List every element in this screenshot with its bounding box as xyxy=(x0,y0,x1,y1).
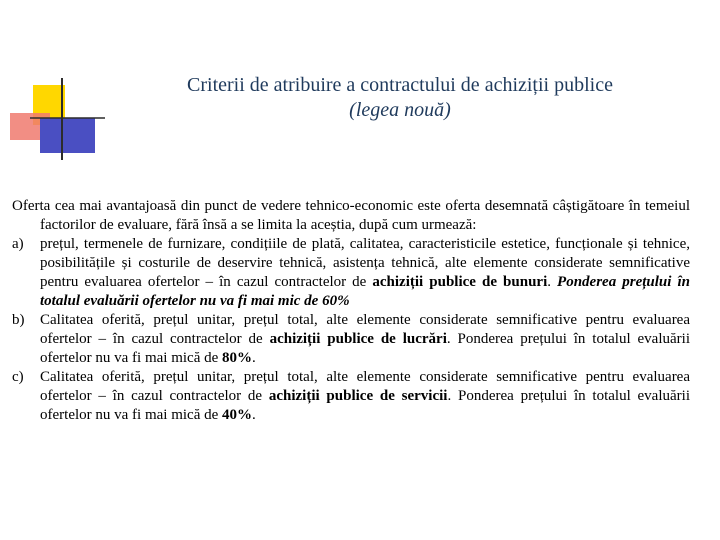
item-text: . xyxy=(252,407,256,423)
list-item xyxy=(12,311,690,368)
decorative-logo-icon xyxy=(0,0,110,170)
item-text: prețul, termenele de furnizare, condițiile de plată, calitatea, caracteristicile estetice, funcționale și tehnice, posibilitățile și costurile de deservire tehnică, asistența tehnică, alte elemente considerate semnificative pentru evaluarea ofertelor – în cazul contractelor de xyxy=(40,236,690,290)
intro-paragraph: Oferta cea mai avantajoasă din punct de vedere tehnico-economic este oferta desemnată câștigătoare în temeiul factorilor de evaluare, fără însă a se limita la aceștia, după cum urmează: xyxy=(12,198,690,233)
item-text: . Ponderea prețului în totalul evaluării ofertelor nu va fi mai mică de xyxy=(40,331,690,366)
item-percentage: 80% xyxy=(222,350,253,366)
item-text: Calitatea oferită, prețul unitar, prețul total, alte elemente considerate semnificative pentru evaluarea ofertelor – în cazul contractelor de xyxy=(40,312,690,347)
item-label: c) xyxy=(12,369,24,385)
title-line-1: Criterii de atribuire a contractului de achiziții publice xyxy=(187,74,613,96)
title-line-2: (legea nouă) xyxy=(349,99,451,121)
item-emphasis: Ponderea prețului în totalul evaluării ofertelor nu va fi mai mic de 60% xyxy=(40,274,690,309)
document-body xyxy=(12,197,690,425)
item-percentage: 40% xyxy=(222,407,253,423)
item-bold: achiziții publice de servicii xyxy=(268,388,448,404)
list-item xyxy=(12,368,690,425)
item-text: . xyxy=(547,274,558,290)
list-item xyxy=(12,235,690,311)
item-label: a) xyxy=(12,236,24,252)
item-bold: achiziții publice de bunuri xyxy=(372,274,548,290)
item-label: b) xyxy=(12,312,25,328)
page-title xyxy=(110,73,690,123)
item-text: . Ponderea prețului în totalul evaluării ofertelor nu va fi mai mică de xyxy=(40,388,690,423)
item-text: . xyxy=(252,350,256,366)
item-bold: achiziții publice de lucrări xyxy=(269,331,447,347)
item-text: Calitatea oferită, prețul unitar, prețul total, alte elemente considerate semnificative pentru evaluarea ofertelor – în cazul contractelor de xyxy=(40,369,690,404)
